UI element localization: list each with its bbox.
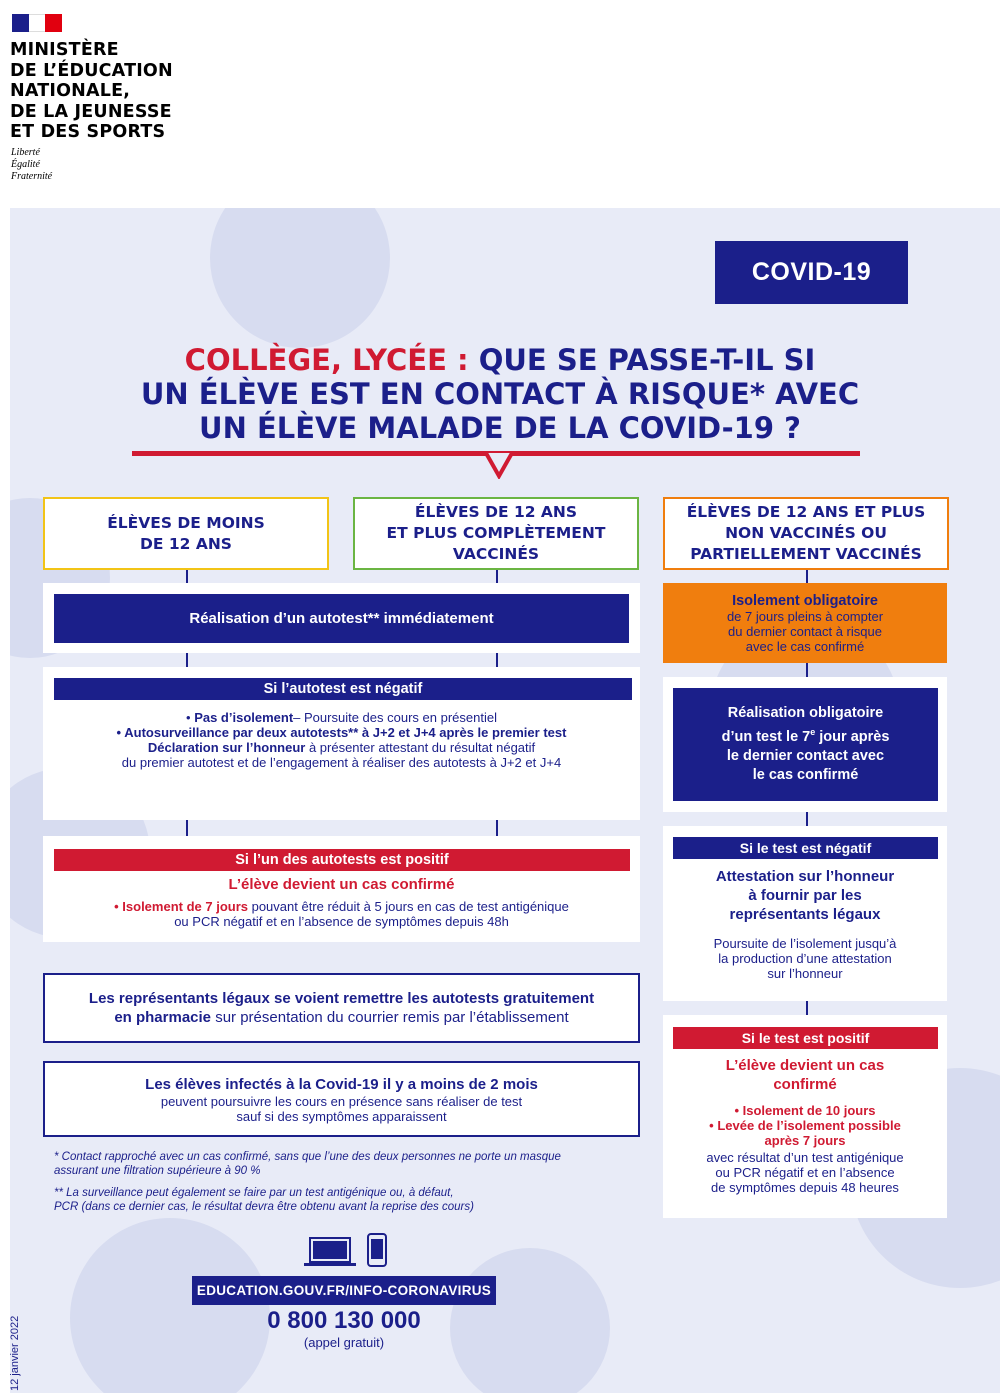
republique-logo-flag bbox=[12, 14, 62, 32]
republic-motto: Liberté Égalité Fraternité bbox=[11, 147, 53, 182]
page-title-line2: UN ÉLÈVE EST EN CONTACT À RISQUE* AVEC bbox=[140, 377, 860, 411]
positive-test-bar: Si le test est positif bbox=[673, 1027, 938, 1049]
connector-line bbox=[496, 653, 498, 667]
column-header-vaccinated: ÉLÈVES DE 12 ANS ET PLUS COMPLÈTEMENT VACCINÉS bbox=[353, 497, 639, 570]
footnotes: * Contact rapproché avec un cas confirmé, sans que l’une des deux personnes ne porte un masque assurant une filtration supérieure à 90 % ** La surveillance peut également se faire par un test antigénique ou, à défaut, PCR (dans ce dernier cas, le résultat devra être obtenu avant la reprise des cours) bbox=[54, 1151, 561, 1213]
negative-result-text: • Pas d’isolement– Poursuite des cours en présentiel • Autosurveillance par deux autotests** à J+2 et J+4 après le premier test Déclaration sur l’honneur à présenter attestant du résultat négatif du premier autotest et de l’engagement à réaliser des autotests à J+2 et J+4 bbox=[116, 710, 567, 770]
virus-decoration-icon bbox=[210, 208, 390, 348]
positive-test-card bbox=[663, 1015, 947, 1218]
smartphone-icon bbox=[366, 1232, 388, 1268]
early-release-conditions-text: avec résultat d’un test antigénique ou PCR négatif et en l’absence de symptômes depuis 48 heures bbox=[706, 1150, 904, 1195]
connector-line bbox=[496, 820, 498, 836]
connector-line bbox=[806, 812, 808, 826]
mandatory-isolation-card: Isolement obligatoire de 7 jours pleins à compter du dernier contact à risque avec le cas confirmé bbox=[663, 583, 947, 663]
connector-line bbox=[496, 570, 498, 584]
negative-result-bar: Si l’autotest est négatif bbox=[54, 678, 632, 700]
page-title-line1: COLLÈGE, LYCÉE : QUE SE PASSE-T-IL SI bbox=[184, 343, 816, 377]
info-coronavirus-link[interactable]: EDUCATION.GOUV.FR/INFO-CORONAVIRUS bbox=[192, 1276, 496, 1305]
recently-infected-card: Les élèves infectés à la Covid-19 il y a moins de 2 mois peuvent poursuivre les cours en présence sans réaliser de test sauf si des symptômes apparaissent bbox=[43, 1061, 640, 1137]
positive-autotest-card bbox=[43, 836, 640, 942]
ministry-name: MINISTÈRE DE L’ÉDUCATION NATIONALE, DE LA JEUNESSE ET DES SPORTS bbox=[10, 40, 173, 142]
covid-badge: COVID-19 bbox=[715, 241, 908, 304]
negative-result-card bbox=[43, 667, 640, 820]
connector-line bbox=[806, 1001, 808, 1015]
ten-day-isolation-text: • Isolement de 10 jours • Levée de l’isolement possible après 7 jours bbox=[709, 1103, 901, 1148]
negative-test-bar: Si le test est négatif bbox=[673, 837, 938, 859]
honour-attestation-text: Attestation sur l’honneur à fournir par les représentants légaux bbox=[715, 868, 895, 923]
confirmed-case-headline: L’élève devient un cas confirmé bbox=[228, 876, 455, 893]
confirmed-case-text: L’élève devient un cas confirmé bbox=[725, 1057, 885, 1093]
autotest-card bbox=[43, 583, 640, 653]
column-header-unvaccinated: ÉLÈVES DE 12 ANS ET PLUS NON VACCINÉS OU PARTIELLEMENT VACCINÉS bbox=[663, 497, 949, 570]
connector-line bbox=[186, 820, 188, 836]
negative-test-card bbox=[663, 826, 947, 1001]
connector-line bbox=[186, 570, 188, 584]
positive-autotest-text: • Isolement de 7 jours pouvant être réduit à 5 jours en cas de test antigénique ou PCR négatif et en l’absence de symptômes depuis 48h bbox=[114, 899, 569, 929]
divider-chevron-icon bbox=[484, 449, 514, 479]
publication-date: 12 janvier 2022 bbox=[9, 1315, 21, 1391]
day7-test-banner: Réalisation obligatoire d’un test le 7e jour après le dernier contact avec le cas confirmé bbox=[673, 688, 938, 801]
hotline-phone-number[interactable]: 0 800 130 000 bbox=[267, 1307, 421, 1334]
connector-line bbox=[806, 570, 808, 584]
hotline-note: (appel gratuit) bbox=[303, 1335, 385, 1350]
connector-line bbox=[806, 663, 808, 677]
isolation-continues-text: Poursuite de l’isolement jusqu’à la production d’une attestation sur l’honneur bbox=[713, 936, 897, 981]
connector-line bbox=[186, 653, 188, 667]
page-title-line3: UN ÉLÈVE MALADE DE LA COVID-19 ? bbox=[199, 411, 801, 445]
autotest-banner: Réalisation d’un autotest** immédiatement bbox=[54, 594, 629, 643]
laptop-icon bbox=[302, 1236, 358, 1268]
pharmacy-card: Les représentants légaux se voient remettre les autotests gratuitement en pharmacie sur présentation du courrier remis par l’établissement bbox=[43, 973, 640, 1043]
positive-autotest-bar: Si l’un des autotests est positif bbox=[54, 849, 630, 871]
column-header-under-12: ÉLÈVES DE MOINS DE 12 ANS bbox=[43, 497, 329, 570]
day7-test-card bbox=[663, 677, 947, 812]
